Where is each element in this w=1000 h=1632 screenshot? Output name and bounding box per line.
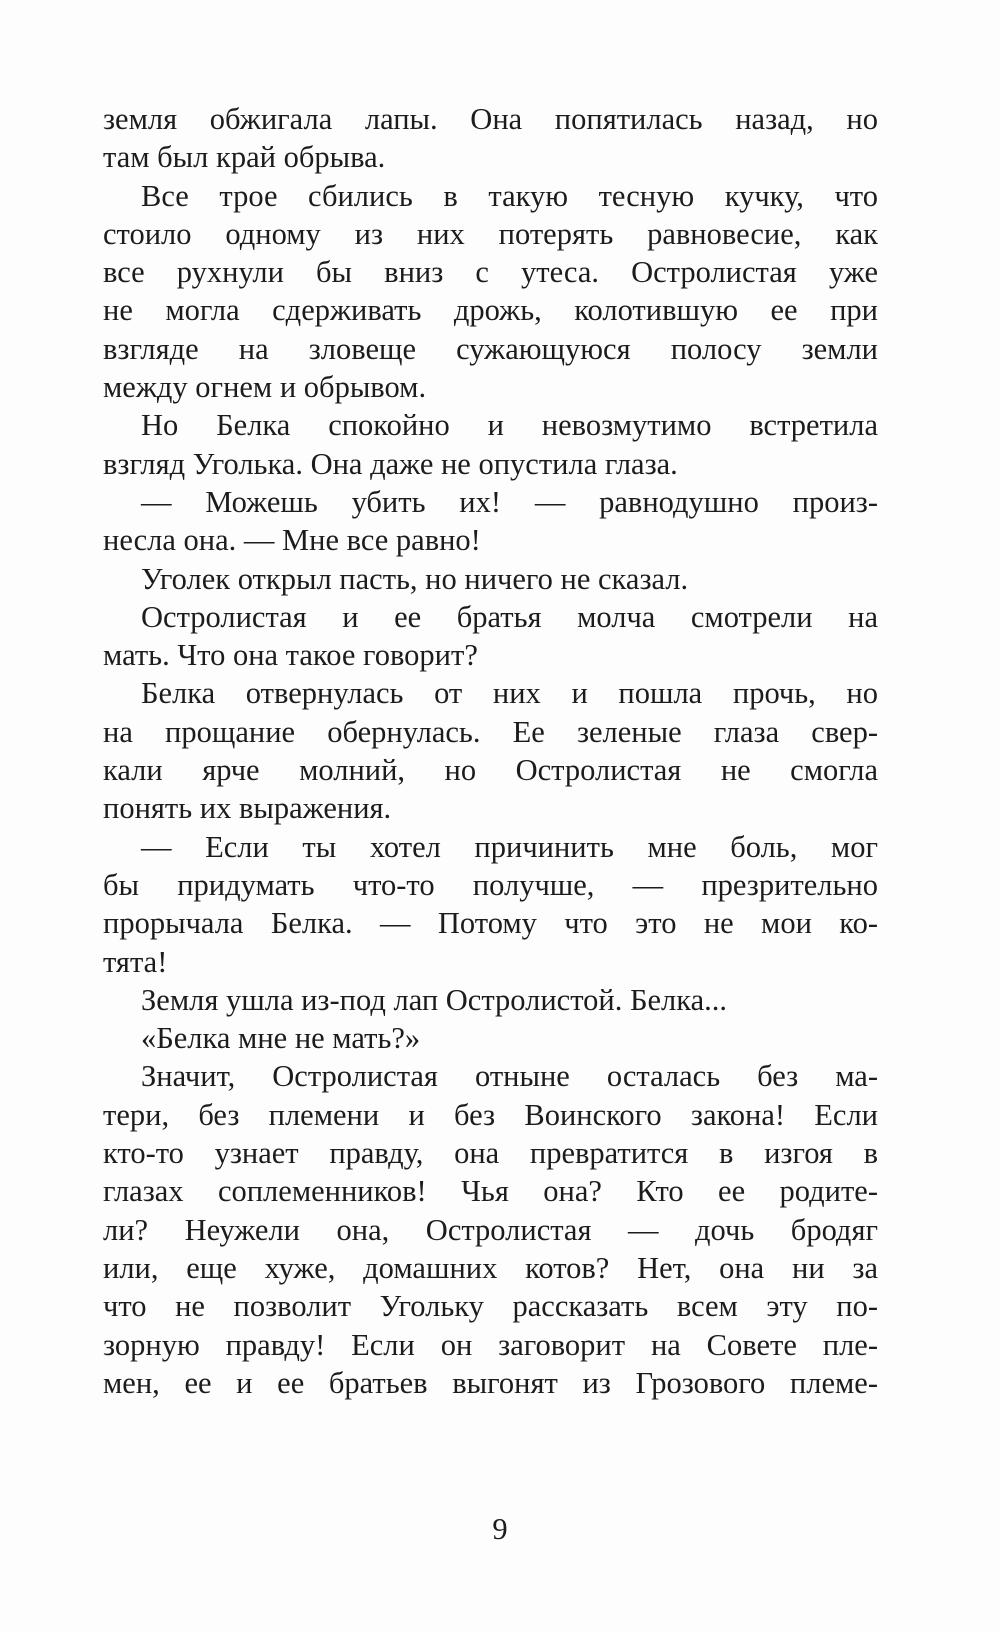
text-line: Уголек открыл пасть, но ничего не сказал. (141, 561, 689, 596)
text-line: тята! (103, 944, 168, 979)
text-line: что не позволит Угольку рассказать всем эту по- (103, 1289, 878, 1324)
text-line: все рухнули бы вниз с утеса. Остролистая уже (103, 255, 878, 290)
body-text (103, 100, 878, 1402)
text-line: — Если ты хотел причинить мне боль, мог (141, 829, 878, 864)
text-line: глазах соплеменников! Чья она? Кто ее родите- (103, 1174, 878, 1209)
text-line: на прощание обернулась. Ее зеленые глаза свер- (103, 714, 878, 749)
text-line: там был край обрыва. (103, 140, 386, 175)
text-line: «Белка мне не мать?» (141, 1021, 421, 1056)
text-line: мен, ее и ее братьев выгонят из Грозового племе- (103, 1365, 878, 1400)
text-line: Все трое сбились в такую тесную кучку, что (141, 178, 878, 213)
text-line: стоило одному из них потерять равновесие, как (103, 216, 878, 251)
text-line: мать. Что она такое говорит? (103, 638, 478, 673)
text-line: кто-то узнает правду, она превратится в изгоя в (103, 1136, 878, 1171)
text-line: кали ярче молний, но Остролистая не смогла (103, 753, 878, 788)
text-line: Белка отвернулась от них и пошла прочь, но (141, 676, 878, 711)
text-line: Но Белка спокойно и невозмутимо встретила (141, 408, 878, 443)
text-line: понять их выражения. (103, 791, 392, 826)
text-line: зорную правду! Если он заговорит на Совете пле- (103, 1327, 878, 1362)
text-line: прорычала Белка. — Потому что это не мои ко- (103, 906, 878, 941)
text-line: Остролистая и ее братья молча смотрели на (141, 599, 878, 634)
text-line: несла она. — Мне все равно! (103, 523, 481, 558)
text-line: бы придумать что-то получше, — презрительно (103, 867, 878, 902)
text-line: земля обжигала лапы. Она попятилась назад, но (103, 102, 878, 136)
text-line: между огнем и обрывом. (103, 370, 427, 405)
text-line: не могла сдерживать дрожь, колотившую ее при (103, 293, 878, 328)
text-line: взгляде на зловеще сужающуюся полосу земли (103, 331, 878, 366)
text-line: взгляд Уголька. Она даже не опустила глаза. (103, 446, 678, 481)
text-line: тери, без племени и без Воинского закона! Если (103, 1097, 878, 1132)
page-number: 9 (492, 1512, 508, 1546)
text-line: ли? Неужели она, Остролистая — дочь бродяг (103, 1212, 878, 1247)
text-line: или, еще хуже, домашних котов? Нет, она ни за (103, 1250, 878, 1285)
text-line: Земля ушла из-под лап Остролистой. Белка... (141, 982, 728, 1017)
text-line: Значит, Остролистая отныне осталась без ма- (141, 1059, 878, 1094)
text-line: — Можешь убить их! — равнодушно произ- (141, 484, 878, 519)
